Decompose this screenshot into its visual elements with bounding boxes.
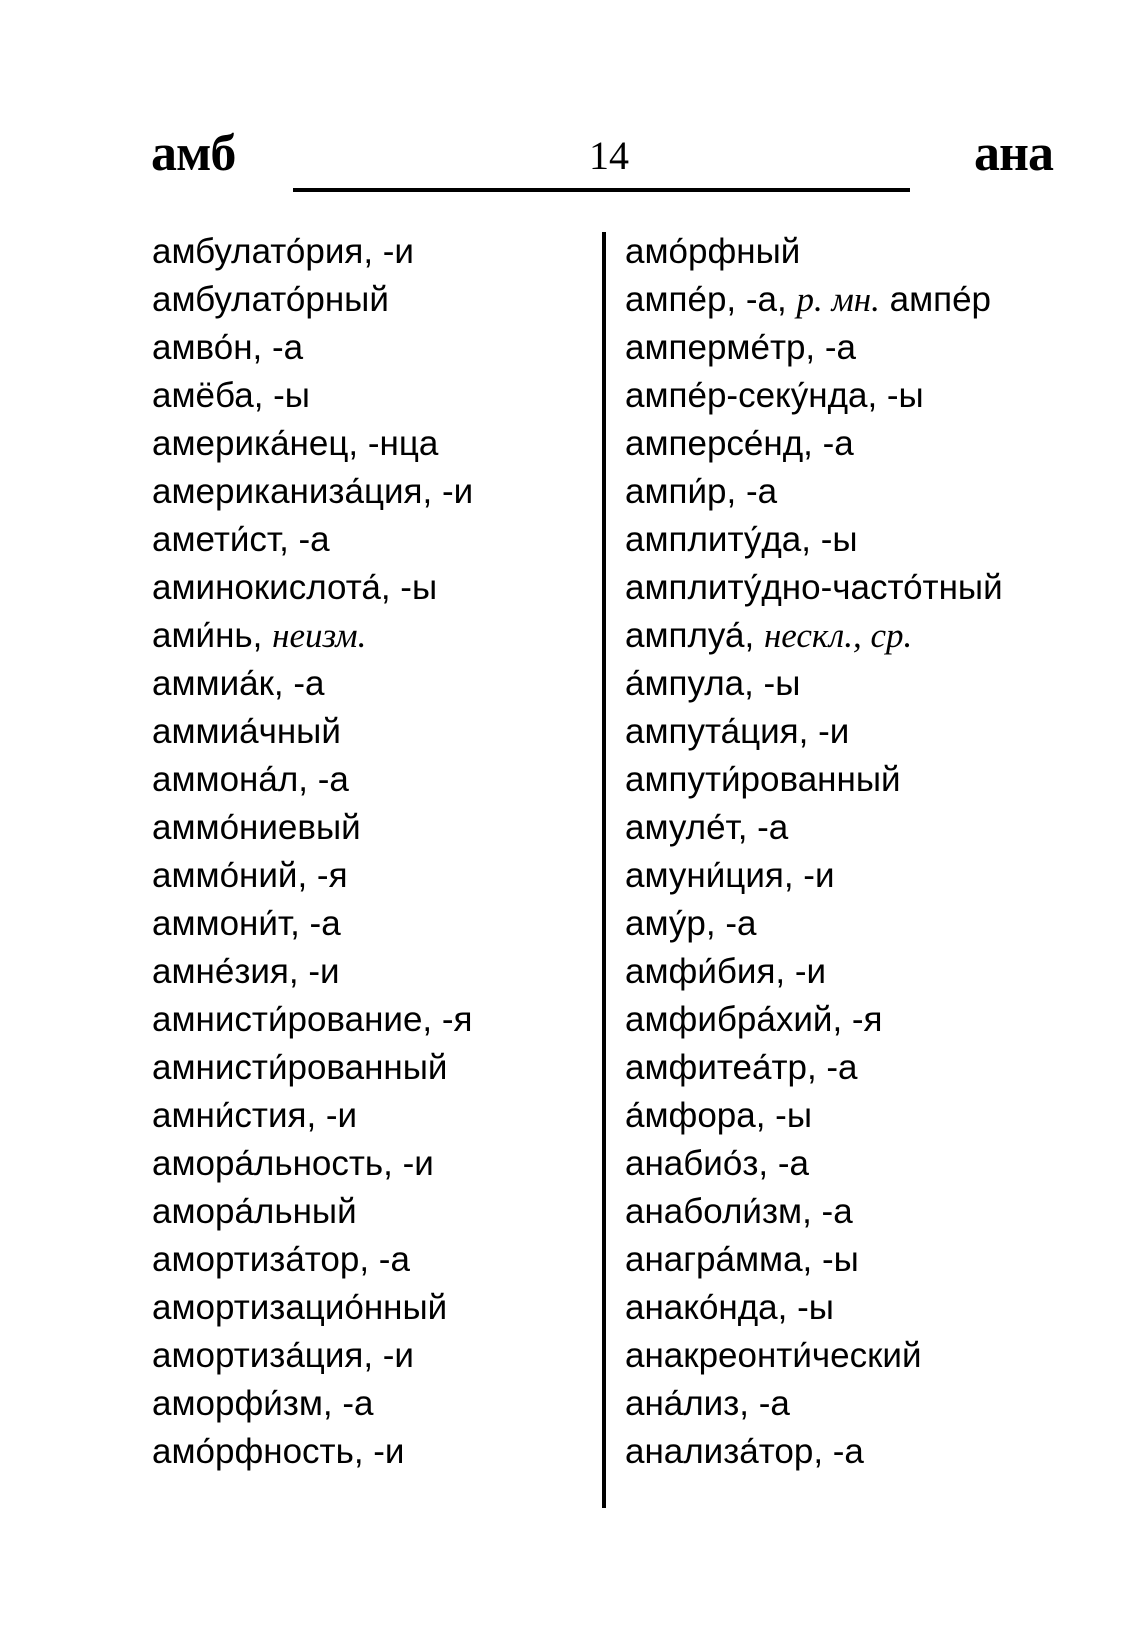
dictionary-entry <box>625 852 1003 900</box>
dictionary-entry <box>152 372 473 420</box>
header-rule <box>293 188 910 192</box>
headword: ами́нь, <box>152 616 273 655</box>
headword: ампе́р-секу́нда, -ы <box>625 376 924 415</box>
headword: анализа́тор, -а <box>625 1432 864 1471</box>
dictionary-entry <box>152 996 473 1044</box>
headword: амфи́бия, -и <box>625 952 827 991</box>
left-column <box>152 228 473 1476</box>
dictionary-entry <box>152 1092 473 1140</box>
headword: амора́льность, -и <box>152 1144 434 1183</box>
dictionary-entry <box>625 228 1003 276</box>
dictionary-entry <box>152 1332 473 1380</box>
dictionary-entry <box>152 516 473 564</box>
headword: ана́лиз, -а <box>625 1384 790 1423</box>
dictionary-entry <box>152 324 473 372</box>
headword: амуни́ция, -и <box>625 856 835 895</box>
headword: амбулато́рия, -и <box>152 232 414 271</box>
headword: амперсе́нд, -а <box>625 424 854 463</box>
headword: амортиза́ция, -и <box>152 1336 414 1375</box>
left-guide-word: амб <box>151 125 236 182</box>
dictionary-entry <box>625 1236 1003 1284</box>
dictionary-entry <box>152 1044 473 1092</box>
dictionary-entry <box>152 276 473 324</box>
headword: аму́р, -а <box>625 904 757 943</box>
dictionary-entry <box>152 1188 473 1236</box>
headword: анабио́з, -а <box>625 1144 809 1183</box>
headword: анакреонти́ческий <box>625 1336 922 1375</box>
dictionary-entry <box>152 756 473 804</box>
dictionary-entry <box>625 612 1003 660</box>
dictionary-entry <box>152 1284 473 1332</box>
headword: амплиту́дно-часто́тный <box>625 568 1003 607</box>
headword: амфитеа́тр, -а <box>625 1048 858 1087</box>
headword: амора́льный <box>152 1192 357 1231</box>
dictionary-entry <box>152 900 473 948</box>
headword: амнисти́рование, -я <box>152 1000 473 1039</box>
dictionary-entry <box>625 1380 1003 1428</box>
headword: анагра́мма, -ы <box>625 1240 859 1279</box>
headword: аммо́ний, -я <box>152 856 348 895</box>
page-number: 14 <box>589 133 629 178</box>
dictionary-entry <box>625 660 1003 708</box>
headword: аммиа́чный <box>152 712 341 751</box>
dictionary-entry <box>625 900 1003 948</box>
headword: анаболи́зм, -а <box>625 1192 853 1231</box>
headword: амфибра́хий, -я <box>625 1000 883 1039</box>
dictionary-entry <box>152 1428 473 1476</box>
headword: амёба, -ы <box>152 376 310 415</box>
headword: ампе́р, -а, <box>625 280 797 319</box>
entry-text: ампе́р <box>879 280 992 319</box>
dictionary-entry <box>152 708 473 756</box>
headword: анако́нда, -ы <box>625 1288 834 1327</box>
dictionary-entry <box>625 1428 1003 1476</box>
headword: амплиту́да, -ы <box>625 520 858 559</box>
dictionary-entry <box>152 852 473 900</box>
headword: амо́рфность, -и <box>152 1432 405 1471</box>
headword: амперме́тр, -а <box>625 328 857 367</box>
grammar-label: неизм. <box>272 616 367 655</box>
headword: амортизацио́нный <box>152 1288 448 1327</box>
dictionary-entry <box>152 948 473 996</box>
headword: ампута́ция, -и <box>625 712 850 751</box>
dictionary-entry <box>152 564 473 612</box>
dictionary-entry <box>625 564 1003 612</box>
headword: америка́нец, -нца <box>152 424 439 463</box>
dictionary-entry <box>625 948 1003 996</box>
dictionary-entry <box>625 516 1003 564</box>
headword: амплуа́, <box>625 616 764 655</box>
headword: амортиза́тор, -а <box>152 1240 410 1279</box>
headword: амети́ст, -а <box>152 520 330 559</box>
headword: аммо́ниевый <box>152 808 361 847</box>
dictionary-entry <box>625 996 1003 1044</box>
dictionary-entry <box>152 468 473 516</box>
headword: аммиа́к, -а <box>152 664 325 703</box>
dictionary-entry <box>625 708 1003 756</box>
headword: амуле́т, -а <box>625 808 789 847</box>
headword: амне́зия, -и <box>152 952 340 991</box>
dictionary-entry <box>152 660 473 708</box>
dictionary-entry <box>152 1140 473 1188</box>
dictionary-entry <box>152 420 473 468</box>
headword: аммони́т, -а <box>152 904 341 943</box>
dictionary-entry <box>625 804 1003 852</box>
headword: ампи́р, -а <box>625 472 778 511</box>
dictionary-entry <box>625 468 1003 516</box>
grammar-label: р. мн. <box>796 280 880 319</box>
dictionary-entry <box>625 1332 1003 1380</box>
dictionary-entry <box>625 276 1003 324</box>
headword: амво́н, -а <box>152 328 304 367</box>
headword: аминокислота́, -ы <box>152 568 438 607</box>
headword: амбулато́рный <box>152 280 389 319</box>
headword: ампути́рованный <box>625 760 901 799</box>
dictionary-entry <box>625 756 1003 804</box>
headword: амо́рфный <box>625 232 801 271</box>
dictionary-entry <box>625 1284 1003 1332</box>
dictionary-entry <box>625 1044 1003 1092</box>
headword: аморфи́зм, -а <box>152 1384 374 1423</box>
dictionary-entry <box>625 372 1003 420</box>
headword: амнисти́рованный <box>152 1048 448 1087</box>
column-divider <box>602 232 606 1508</box>
dictionary-entry <box>152 228 473 276</box>
dictionary-entry <box>152 1236 473 1284</box>
dictionary-entry <box>625 420 1003 468</box>
headword: амни́стия, -и <box>152 1096 358 1135</box>
headword: а́мфора, -ы <box>625 1096 812 1135</box>
headword: а́мпула, -ы <box>625 664 801 703</box>
headword: аммона́л, -а <box>152 760 349 799</box>
dictionary-entry <box>152 612 473 660</box>
right-column <box>625 228 1003 1476</box>
dictionary-entry <box>152 1380 473 1428</box>
grammar-label: нескл., ср. <box>763 616 913 655</box>
dictionary-entry <box>152 804 473 852</box>
right-guide-word: ана <box>974 125 1053 182</box>
dictionary-entry <box>625 1092 1003 1140</box>
headword: американиза́ция, -и <box>152 472 474 511</box>
dictionary-entry <box>625 1188 1003 1236</box>
dictionary-entry <box>625 324 1003 372</box>
dictionary-entry <box>625 1140 1003 1188</box>
